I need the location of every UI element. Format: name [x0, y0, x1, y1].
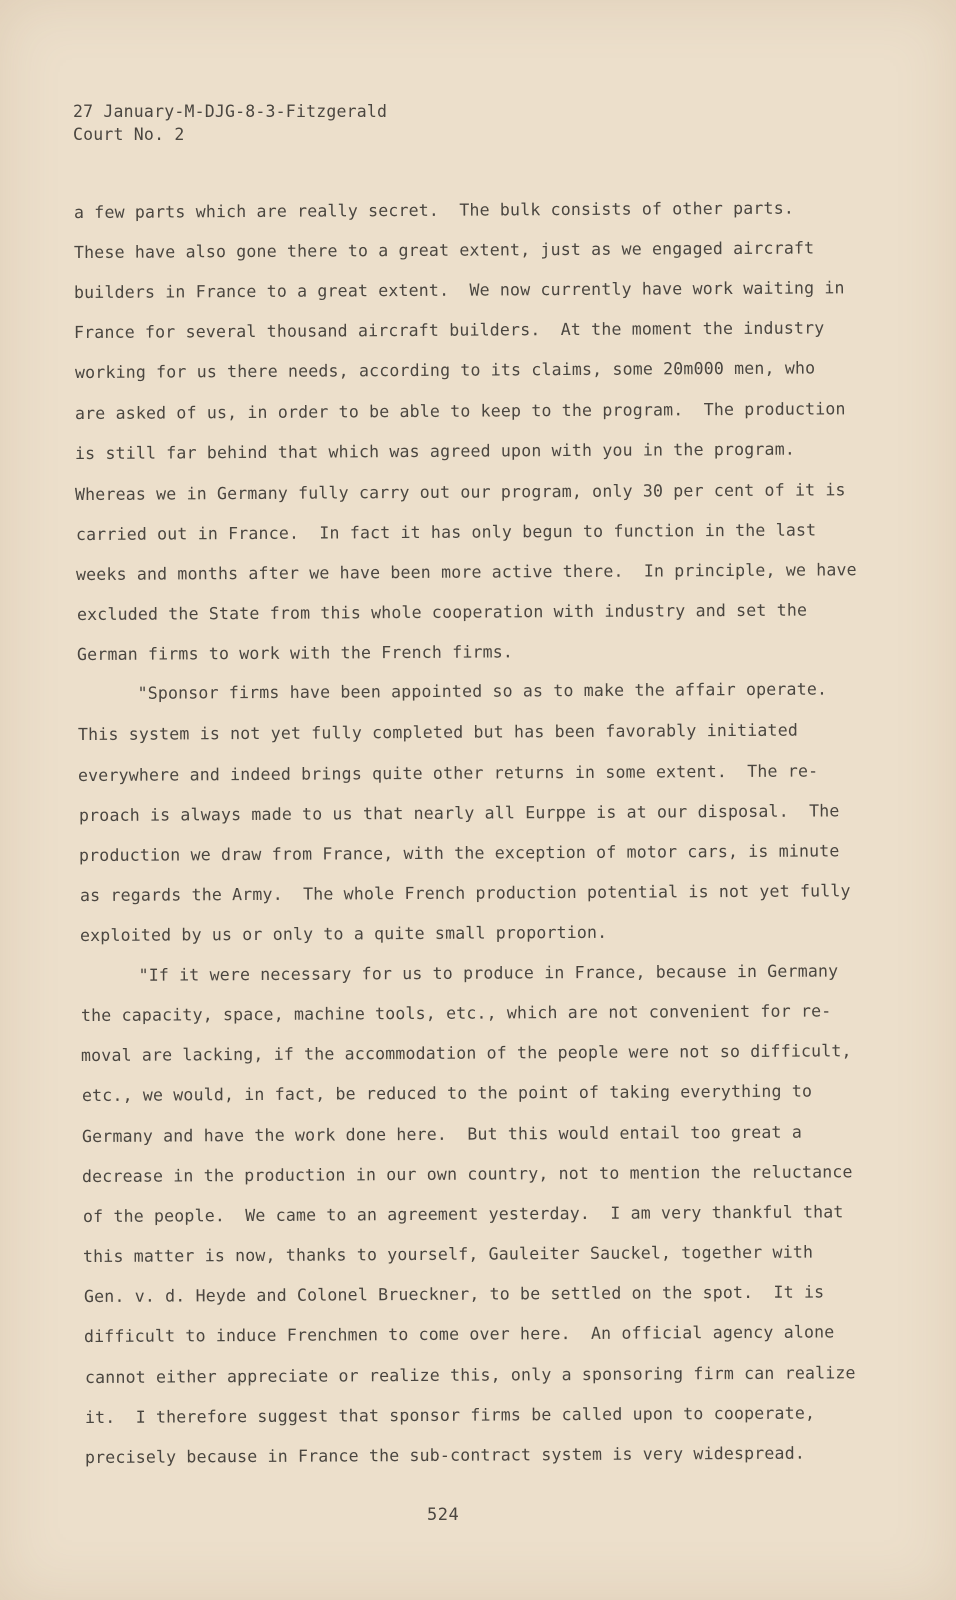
header-court-line: Court No. 2 [73, 125, 185, 144]
text-line: This system is not yet fully completed but has been favorably initiated [77, 720, 799, 744]
text-line: are asked of us, in order to be able to keep to the program. The production [74, 399, 846, 423]
text-line: decrease in the production in our own country, not to mention the reluctance [81, 1162, 853, 1186]
text-line: Whereas we in Germany fully carry out our program, only 30 per cent of it is [74, 480, 846, 504]
text-line: is still far behind that which was agreed upon with you in the program. [74, 439, 796, 463]
text-line: of the people. We came to an agreement yesterday. I am very thankful that [82, 1202, 844, 1226]
text-line: it. I therefore suggest that sponsor firms be called upon to cooperate, [84, 1403, 816, 1427]
text-line: France for several thousand aircraft builders. At the moment the industry [73, 318, 825, 342]
text-line: a few parts which are really secret. The bulk consists of other parts. [73, 198, 795, 222]
text-line: production we draw from France, with the exception of motor cars, is minute [78, 841, 840, 865]
text-line: moval are lacking, if the accommodation of the people were not so difficult, [80, 1041, 852, 1065]
text-line: "Sponsor firms have been appointed so as to make the affair operate. [96, 679, 828, 703]
text-line: this matter is now, thanks to yourself, Gauleiter Sauckel, together with [82, 1242, 814, 1266]
text-line: builders in France to a great extent. We now currently have work waiting in [73, 278, 845, 302]
text-line: etc., we would, in fact, be reduced to the point of taking everything to [81, 1081, 813, 1105]
text-line: Germany and have the work done here. But this would entail too great a [81, 1122, 803, 1146]
text-line: These have also gone there to a great extent, just as we engaged aircraft [73, 238, 815, 262]
text-line: Gen. v. d. Heyde and Colonel Brueckner, to be settled on the spot. It is [83, 1282, 825, 1306]
header-reference-line: 27 January-M-DJG-8-3-Fitzgerald [73, 102, 388, 121]
text-line: exploited by us or only to a quite small proportion. [79, 922, 608, 945]
text-line: cannot either appreciate or realize this, only a sponsoring firm can realize [84, 1363, 856, 1387]
text-line: carried out in France. In fact it has only begun to function in the last [75, 520, 817, 544]
text-line: difficult to induce Frenchmen to come over here. An official agency alone [83, 1322, 835, 1346]
text-line: proach is always made to us that nearly all Eurppe is at our disposal. The [78, 801, 840, 825]
text-line: as regards the Army. The whole French production potential is not yet fully [79, 881, 851, 905]
text-line: excluded the State from this whole cooperation with industry and set the [76, 600, 808, 624]
page-number: 524 [427, 1505, 460, 1525]
text-line: the capacity, space, machine tools, etc., which are not convenient for re- [80, 1001, 832, 1025]
text-line: precisely because in France the sub-contract system is very widespread. [84, 1443, 806, 1467]
text-line: weeks and months after we have been more active there. In principle, we have [75, 560, 857, 584]
text-line: "If it were necessary for us to produce in France, because in Germany [97, 961, 839, 985]
text-line: German firms to work with the French firms. [76, 642, 514, 664]
text-line: everywhere and indeed brings quite other returns in some extent. The re- [77, 761, 819, 785]
text-line: working for us there needs, according to its claims, some 20m000 men, who [74, 358, 816, 382]
